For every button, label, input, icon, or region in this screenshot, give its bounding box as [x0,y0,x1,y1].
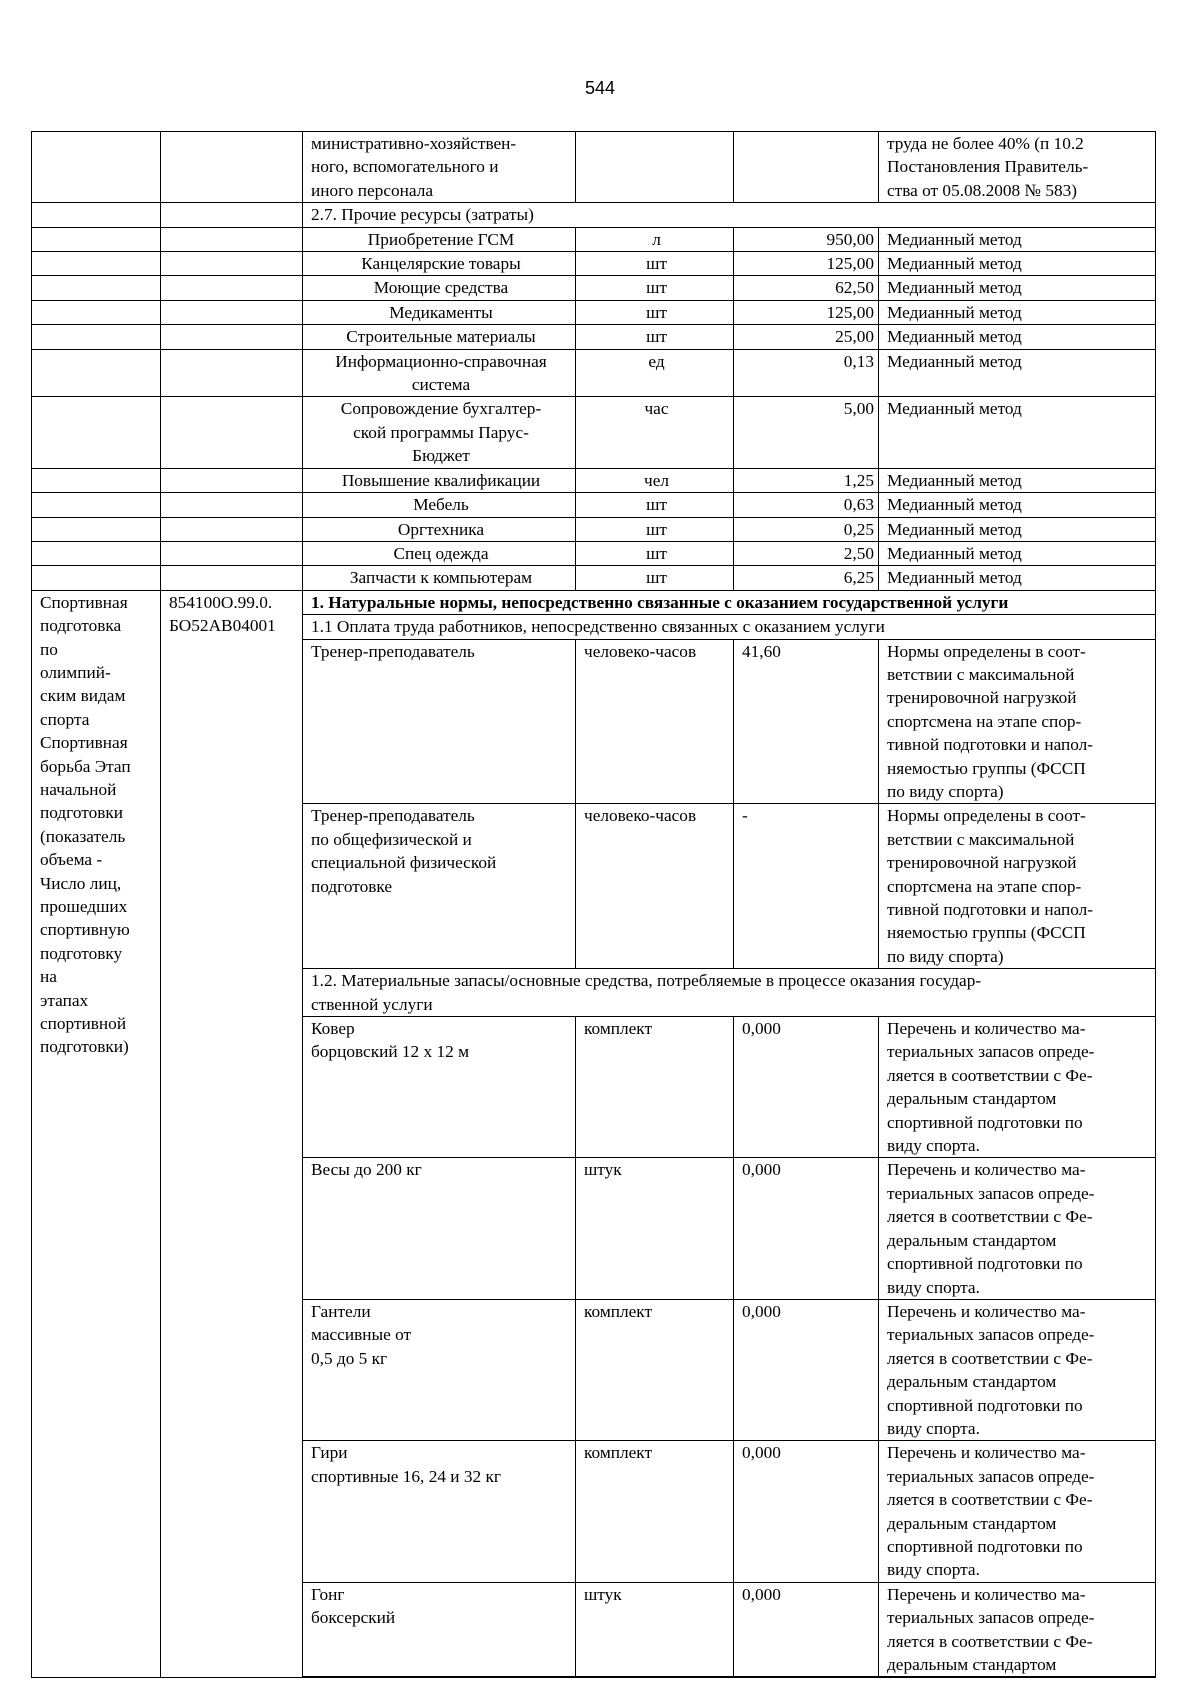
continuation-name: министративно-хозяйствен- ного, вспомогательного и иного персонала [303,132,576,203]
resource-value: 5,00 [734,397,879,468]
empty-cell [161,493,303,517]
resource-unit: шт [576,276,734,300]
resource-name: Оргтехника [303,517,576,541]
material-name: Гантели массивные от 0,5 до 5 кг [303,1299,576,1440]
resource-method: Медианный метод [879,468,1156,492]
table-row [32,468,1156,492]
empty-cell [32,566,161,590]
resource-value: 2,50 [734,541,879,565]
resource-value: 6,25 [734,566,879,590]
resource-unit: ед [576,349,734,397]
empty-cell [161,349,303,397]
empty-cell [161,468,303,492]
resource-unit: час [576,397,734,468]
material-note: Перечень и количество ма- териальных запасов опреде- ляется в соответствии с Фе- деральным стандартом спортивной подготовки по виду спорта. [879,1441,1156,1582]
material-note: Перечень и количество ма- териальных запасов опреде- ляется в соответствии с Фе- деральным стандартом спортивной подготовки по виду спорта. [879,1017,1156,1158]
material-value: 0,000 [734,1017,879,1158]
labor-note: Нормы определены в соот- ветствии с максимальной тренировочной нагрузкой спортсмена на этапе спор- тивной подготовки и напол- няемостью группы (ФССП по виду спорта) [879,804,1156,969]
section-header-row [32,203,1156,227]
resource-method: Медианный метод [879,397,1156,468]
resource-method: Медианный метод [879,325,1156,349]
resource-method: Медианный метод [879,276,1156,300]
empty-cell [32,300,161,324]
resource-unit: шт [576,325,734,349]
section-1-2-title: 1.2. Материальные запасы/основные средства, потребляемые в процессе оказания государ- ственной услуги [303,969,1156,1017]
material-name: Гонг боксерский [303,1582,576,1677]
empty-cell [32,252,161,276]
resource-name: Спец одежда [303,541,576,565]
empty-cell [161,397,303,468]
empty-cell [32,227,161,251]
resource-value: 0,63 [734,493,879,517]
section-1-title: 1. Натуральные нормы, непосредственно связанные с оказанием государственной услуги [303,590,1156,614]
service-code: 854100О.99.0. БО52АВ04001 [161,590,303,1678]
service-code-cell-empty [161,132,303,203]
norms-table [31,131,1156,1678]
resource-value: 0,13 [734,349,879,397]
resource-name: Запчасти к компьютерам [303,566,576,590]
material-value: 0,000 [734,1441,879,1582]
resource-name: Приобретение ГСМ [303,227,576,251]
material-unit: комплект [576,1017,734,1158]
resource-name: Мебель [303,493,576,517]
resource-value: 125,00 [734,300,879,324]
resource-method: Медианный метод [879,227,1156,251]
resource-unit: шт [576,566,734,590]
table-row [32,493,1156,517]
empty-cell [32,325,161,349]
continuation-row [32,132,1156,203]
service-name-cell-empty [32,132,161,203]
labor-name: Тренер-преподаватель по общефизической и специальной физической подготовке [303,804,576,969]
empty-cell [161,203,303,227]
empty-cell [161,541,303,565]
page-number: 544 [584,78,616,98]
resource-unit: шт [576,300,734,324]
material-value: 0,000 [734,1582,879,1677]
resource-value: 1,25 [734,468,879,492]
section-1-row [32,590,1156,614]
resource-value: 62,50 [734,276,879,300]
labor-unit: человеко-часов [576,804,734,969]
material-note: Перечень и количество ма- териальных запасов опреде- ляется в соответствии с Фе- деральным стандартом спортивной подготовки по виду спорта. [879,1299,1156,1440]
table-row [32,349,1156,397]
table-row [32,541,1156,565]
resource-name: Моющие средства [303,276,576,300]
resource-method: Медианный метод [879,349,1156,397]
continuation-unit [576,132,734,203]
resource-unit: шт [576,252,734,276]
material-unit: комплект [576,1441,734,1582]
table-row [32,517,1156,541]
resource-method: Медианный метод [879,252,1156,276]
material-note: Перечень и количество ма- териальных запасов опреде- ляется в соответствии с Фе- деральным стандартом спортивной подготовки по виду спорта. [879,1158,1156,1299]
table-row [32,252,1156,276]
empty-cell [32,276,161,300]
resource-name: Канцелярские товары [303,252,576,276]
material-value: 0,000 [734,1158,879,1299]
labor-value: 41,60 [734,639,879,804]
empty-cell [32,349,161,397]
labor-name: Тренер-преподаватель [303,639,576,804]
table-row [32,566,1156,590]
empty-cell [161,517,303,541]
table-row [32,325,1156,349]
resource-unit: чел [576,468,734,492]
empty-cell [32,468,161,492]
resource-method: Медианный метод [879,541,1156,565]
material-unit: комплект [576,1299,734,1440]
empty-cell [32,203,161,227]
resource-method: Медианный метод [879,517,1156,541]
material-unit: штук [576,1582,734,1677]
empty-cell [32,517,161,541]
empty-cell [32,397,161,468]
material-name: Весы до 200 кг [303,1158,576,1299]
table-row [32,227,1156,251]
material-name: Гири спортивные 16, 24 и 32 кг [303,1441,576,1582]
table-row [32,397,1156,468]
resource-value: 0,25 [734,517,879,541]
section-2-7-title: 2.7. Прочие ресурсы (затраты) [303,203,1156,227]
resource-value: 25,00 [734,325,879,349]
continuation-value [734,132,879,203]
material-unit: штук [576,1158,734,1299]
labor-unit: человеко-часов [576,639,734,804]
resource-value: 950,00 [734,227,879,251]
section-1-1-title: 1.1 Оплата труда работников, непосредственно связанных с оказанием услуги [303,615,1156,639]
resource-method: Медианный метод [879,300,1156,324]
service-name: Спортивная подготовка по олимпий- ским видам спорта Спортивная борьба Этап начальной подготовки (показатель объема - Число лиц, прошедших спортивную подготовку на этапах спортивной подготовки) [32,590,161,1678]
table-row [32,300,1156,324]
resource-name: Сопровождение бухгалтер- ской программы Парус- Бюджет [303,397,576,468]
resource-unit: шт [576,541,734,565]
resource-unit: шт [576,517,734,541]
resource-value: 125,00 [734,252,879,276]
table-row [32,276,1156,300]
empty-cell [161,566,303,590]
empty-cell [32,541,161,565]
empty-cell [161,227,303,251]
spacer-cell [303,1677,1156,1678]
resource-name: Медикаменты [303,300,576,324]
material-name: Ковер борцовский 12 х 12 м [303,1017,576,1158]
empty-cell [161,252,303,276]
labor-note: Нормы определены в соот- ветствии с максимальной тренировочной нагрузкой спортсмена на этапе спор- тивной подготовки и напол- няемостью группы (ФССП по виду спорта) [879,639,1156,804]
empty-cell [32,493,161,517]
resource-name: Повышение квалификации [303,468,576,492]
resource-unit: л [576,227,734,251]
resource-name: Информационно-справочная система [303,349,576,397]
empty-cell [161,276,303,300]
continuation-note: труда не более 40% (п 10.2 Постановления Правитель- ства от 05.08.2008 № 583) [879,132,1156,203]
empty-cell [161,300,303,324]
resource-unit: шт [576,493,734,517]
empty-cell [161,325,303,349]
resource-method: Медианный метод [879,493,1156,517]
resource-method: Медианный метод [879,566,1156,590]
labor-value: - [734,804,879,969]
material-value: 0,000 [734,1299,879,1440]
resource-name: Строительные материалы [303,325,576,349]
material-note: Перечень и количество ма- териальных запасов опреде- ляется в соответствии с Фе- деральным стандартом [879,1582,1156,1677]
